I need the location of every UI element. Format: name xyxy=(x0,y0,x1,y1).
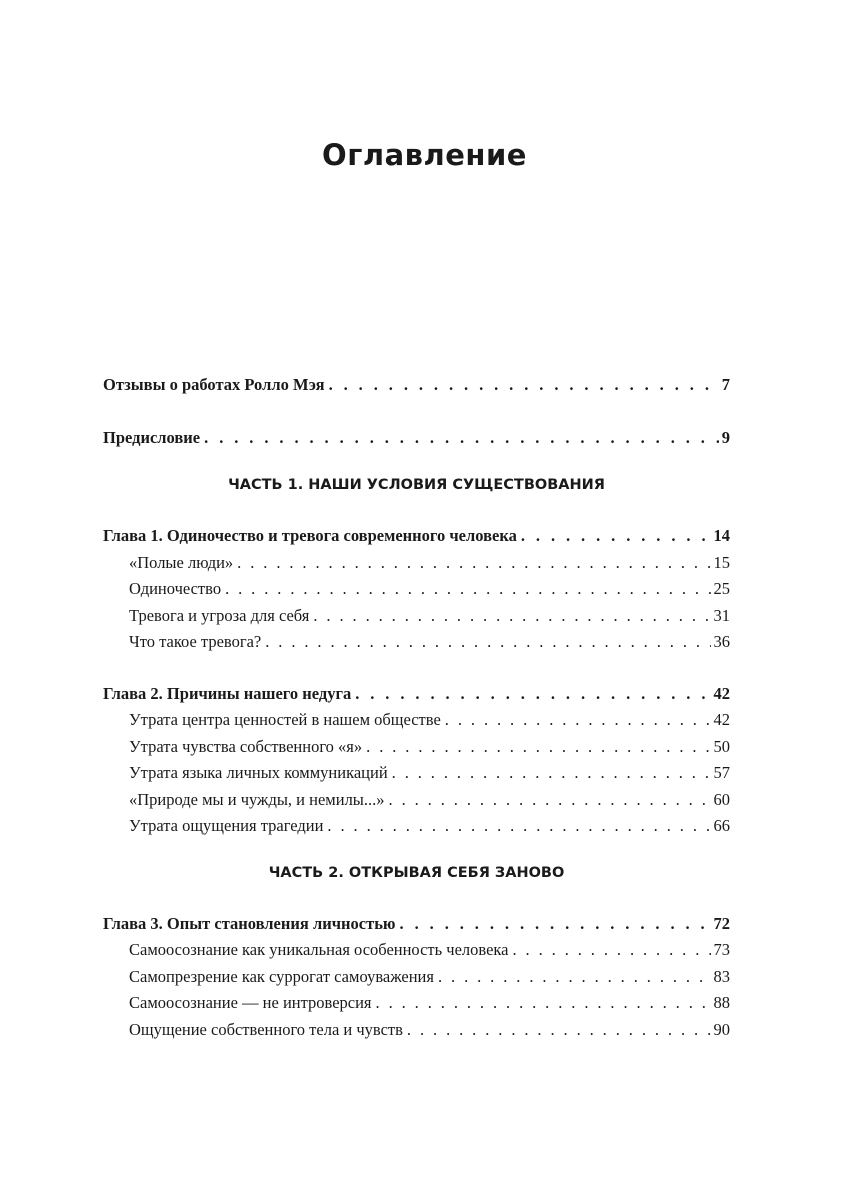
toc-entry-page: 66 xyxy=(713,816,730,835)
toc-entry-page: 50 xyxy=(713,736,730,756)
part-heading-1: ЧАСТЬ 1. НАШИ УСЛОВИЯ СУЩЕСТВОВАНИЯ xyxy=(228,477,605,493)
toc-entry-page: 14 xyxy=(713,526,730,545)
toc-entry-title: Одиночество xyxy=(129,579,222,598)
toc-entry-page: 36 xyxy=(713,632,730,651)
toc-section[interactable] xyxy=(103,1017,730,1044)
dot-leader xyxy=(313,603,710,629)
toc-entry-title: Утрата центра ценностей в нашем обществе xyxy=(129,710,441,729)
toc-section[interactable] xyxy=(103,760,730,787)
dot-leader xyxy=(521,523,711,549)
toc-entry-title: «Природе мы и чужды, и немилы...» xyxy=(129,789,385,809)
toc-entry-page: 90 xyxy=(713,1019,730,1039)
toc-entry-title: Тревога и угроза для себя xyxy=(129,605,310,625)
toc-entry-page: 60 xyxy=(713,789,730,809)
dot-leader xyxy=(407,1017,711,1043)
toc-section[interactable] xyxy=(103,629,730,656)
toc-section[interactable] xyxy=(103,734,730,761)
toc-entry-title: Глава 2. Причины нашего недуга xyxy=(103,683,352,703)
toc-section[interactable] xyxy=(103,787,730,814)
toc-entry-title: Утрата языка личных коммуникаций xyxy=(129,763,388,782)
toc-chapter-2[interactable] xyxy=(103,681,730,708)
toc-entry-reviews[interactable] xyxy=(103,372,730,399)
toc-entry-page: 25 xyxy=(713,579,730,598)
toc-entry-preface[interactable] xyxy=(103,425,730,452)
page-title: Оглавление xyxy=(322,138,527,172)
toc-entry-page: 7 xyxy=(721,375,730,394)
toc-section[interactable] xyxy=(103,937,730,964)
dot-leader xyxy=(445,707,711,733)
dot-leader xyxy=(400,911,711,937)
toc-entry-title: Самопрезрение как суррогат самоуважения xyxy=(129,966,434,986)
toc-entry-title: Глава 3. Опыт становления личностью xyxy=(103,913,396,933)
dot-leader xyxy=(376,990,711,1016)
toc-chapter-1[interactable] xyxy=(103,523,730,550)
toc-entry-page: 15 xyxy=(713,552,730,572)
dot-leader xyxy=(392,760,711,786)
toc-entry-page: 72 xyxy=(713,913,730,933)
toc-entry-title: Предисловие xyxy=(103,427,201,447)
toc-section[interactable] xyxy=(103,964,730,991)
toc-entry-title: Самоосознание как уникальная особенность человека xyxy=(129,940,509,959)
toc-section[interactable] xyxy=(103,550,730,577)
dot-leader xyxy=(237,550,710,576)
toc-entry-page: 57 xyxy=(713,763,730,782)
toc-entry-page: 88 xyxy=(713,993,730,1012)
toc-entry-title: Утрата чувства собственного «я» xyxy=(129,736,363,756)
table-of-contents xyxy=(103,372,730,1043)
toc-section[interactable] xyxy=(103,576,730,603)
part-heading-2: ЧАСТЬ 2. ОТКРЫВАЯ СЕБЯ ЗАНОВО xyxy=(268,864,565,881)
dot-leader xyxy=(366,734,710,760)
toc-entry-page: 42 xyxy=(713,710,730,729)
toc-entry-page: 31 xyxy=(713,605,730,625)
toc-entry-title: «Полые люди» xyxy=(129,552,234,572)
toc-entry-page: 42 xyxy=(713,683,730,703)
dot-leader xyxy=(355,681,710,707)
dot-leader xyxy=(389,787,711,813)
toc-entry-title: Утрата ощущения трагедии xyxy=(129,816,324,835)
toc-section[interactable] xyxy=(103,603,730,630)
dot-leader xyxy=(438,964,711,990)
dot-leader xyxy=(329,372,719,398)
toc-entry-title: Самоосознание — не интроверсия xyxy=(129,993,372,1012)
toc-section[interactable] xyxy=(103,707,730,734)
toc-section[interactable] xyxy=(103,990,730,1017)
dot-leader xyxy=(204,425,719,451)
toc-section[interactable] xyxy=(103,813,730,840)
dot-leader xyxy=(327,813,710,839)
toc-entry-title: Ощущение собственного тела и чувств xyxy=(129,1019,403,1039)
toc-chapter-3[interactable] xyxy=(103,911,730,938)
toc-entry-title: Глава 1. Одиночество и тревога современного человека xyxy=(103,526,517,545)
dot-leader xyxy=(265,629,710,655)
dot-leader xyxy=(225,576,710,602)
toc-entry-title: Отзывы о работах Ролло Мэя xyxy=(103,375,325,394)
dot-leader xyxy=(513,937,711,963)
toc-entry-page: 73 xyxy=(713,940,730,959)
toc-entry-title: Что такое тревога? xyxy=(129,632,262,651)
toc-entry-page: 9 xyxy=(721,427,730,447)
toc-entry-page: 83 xyxy=(713,966,730,986)
